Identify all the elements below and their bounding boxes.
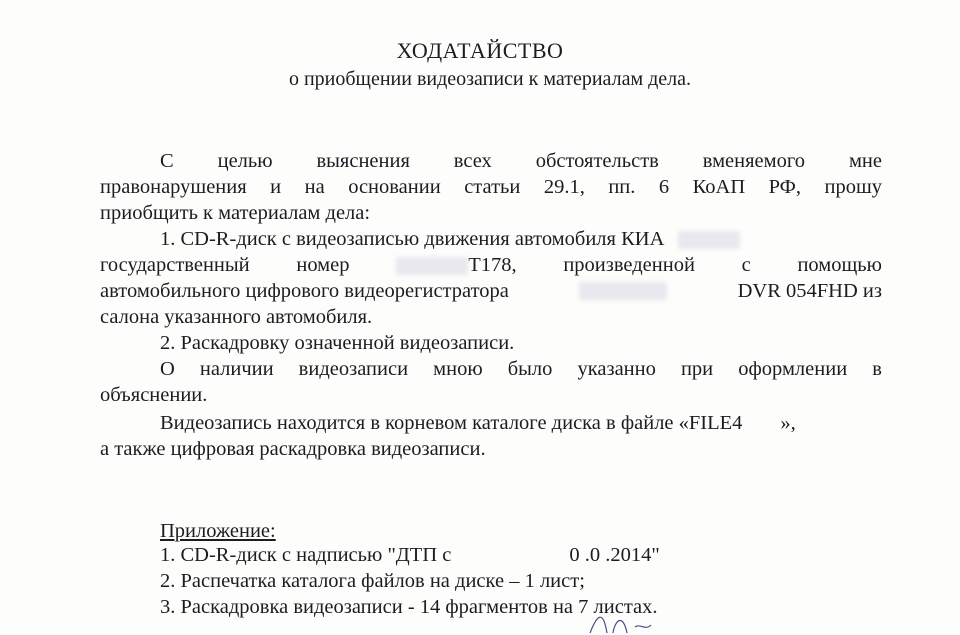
word: в [872, 358, 882, 380]
appendix-item-1: 1. CD-R-диск с надписью "ДТП с 0 .0 .2014" [160, 544, 660, 566]
word: оформлении [738, 358, 848, 380]
redacted-brand [579, 282, 667, 300]
redacted-plate [396, 257, 468, 275]
word: автомобильного цифрового видеорегистратора [100, 280, 509, 302]
word: С [160, 150, 174, 172]
word: наличии [199, 358, 274, 380]
word: DVR 054FHD из [737, 280, 882, 302]
item-2-line: 2. Раскадровку означенной видеозаписи. [160, 332, 515, 354]
word: при [680, 358, 714, 380]
word: обстоятельств [535, 150, 659, 172]
word: основании [348, 176, 441, 198]
word: прошу [824, 176, 882, 198]
redacted-model [678, 231, 740, 249]
signature-scribble [585, 605, 665, 635]
paragraph-2-line-2: объяснении. [100, 384, 208, 406]
document-subtitle: о приобщении видеозаписи к материалам дела. [288, 68, 692, 90]
paragraph-1-line-2 [100, 174, 882, 200]
appendix-item-2: 2. Распечатка каталога файлов на диске – 1 лист; [160, 570, 585, 592]
word: статьи [464, 176, 521, 198]
word: государственный [100, 254, 250, 276]
item-1-line-1 [160, 226, 882, 252]
appendix-item-3: 3. Раскадровка видеозаписи - 14 фрагментов на 7 листах. [160, 596, 658, 618]
word: указанно [577, 358, 656, 380]
word: 29.1, [543, 176, 585, 198]
paragraph-3-line-1 [160, 410, 882, 436]
word: пп. [608, 176, 636, 198]
word: было [507, 358, 553, 380]
word: выяснения [316, 150, 410, 172]
appendix-date: 0 .0 .2014" [569, 544, 660, 566]
paragraph-3-line-2: а также цифровая раскадровка видеозаписи. [100, 438, 486, 460]
item-1-line-4: салона указанного автомобиля. [100, 306, 373, 328]
word: О [160, 358, 175, 380]
word: РФ, [768, 176, 801, 198]
plate-number: Т178, [396, 252, 516, 278]
appendix-heading: Приложение: [160, 520, 276, 542]
closing-quote: », [780, 412, 796, 434]
word: видеозаписи [298, 358, 409, 380]
file-location-text: Видеозапись находится в корневом каталоге диска в файле «FILE4 [160, 412, 743, 434]
word: вменяемого [702, 150, 806, 172]
item-1-line-3 [100, 278, 882, 304]
word: номер [296, 254, 350, 276]
word: КоАП [692, 176, 746, 198]
word: на [304, 176, 325, 198]
word: и [270, 176, 282, 198]
item-1-text: 1. CD-R-диск с видеозаписью движения автомобиля КИА [160, 228, 665, 250]
word: всех [453, 150, 492, 172]
paragraph-2-line-1 [160, 356, 882, 382]
paragraph-1-line-3: приобщить к материалам дела: [100, 202, 371, 224]
word: мною [433, 358, 483, 380]
document-title: ХОДАТАЙСТВО [396, 38, 564, 63]
paragraph-1-line-1 [160, 148, 882, 174]
word: с [741, 254, 751, 276]
word: целью [217, 150, 273, 172]
word: 6 [658, 176, 670, 198]
word: мне [848, 150, 882, 172]
word: произведенной [563, 254, 695, 276]
item-1-line-2 [100, 252, 882, 278]
word: помощью [797, 254, 882, 276]
word: правонарушения [100, 176, 247, 198]
